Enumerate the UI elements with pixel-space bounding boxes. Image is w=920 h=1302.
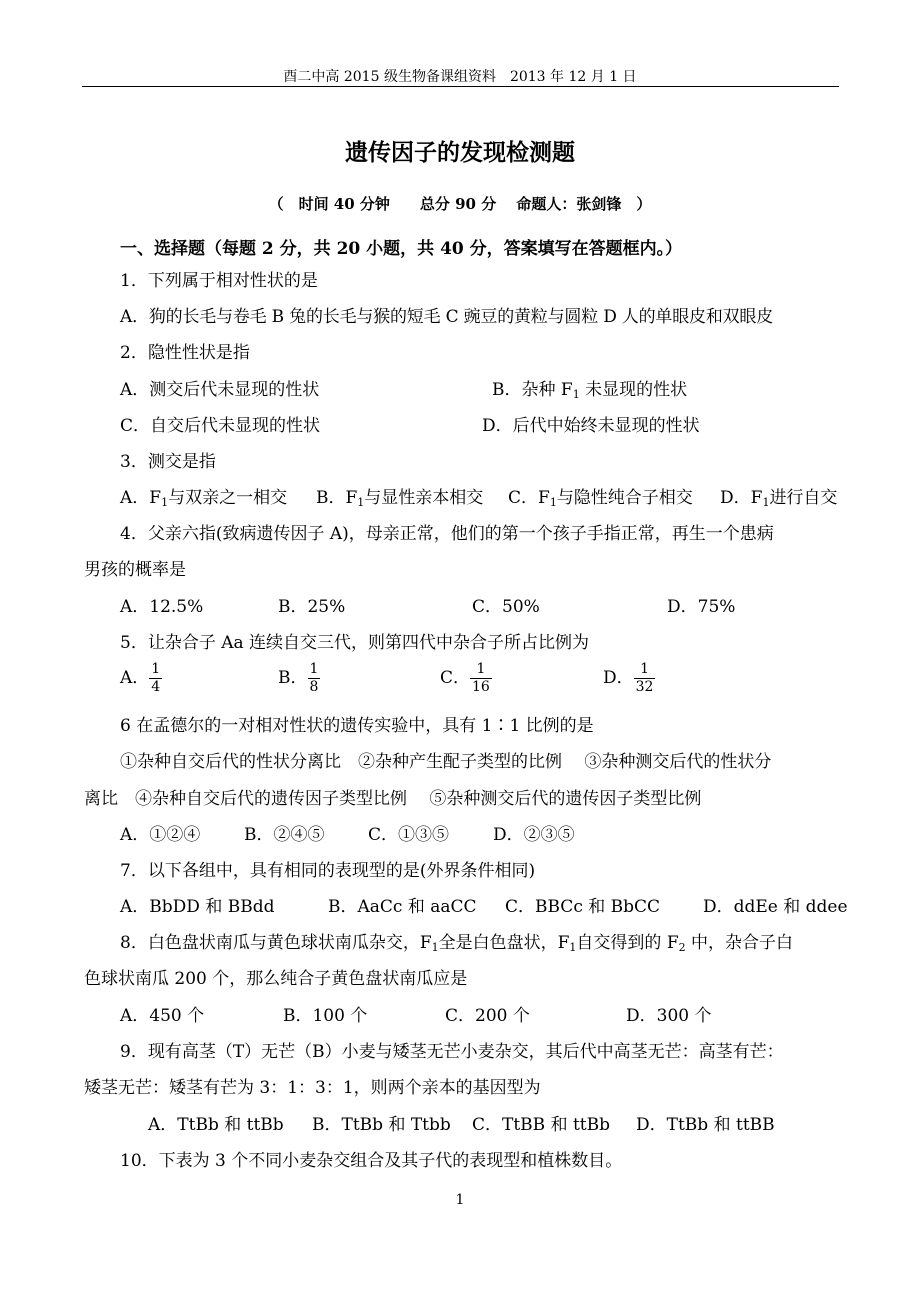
q4-stem-line1: 4．父亲六指(致病遗传因子 A)，母亲正常，他们的第一个孩子手指正常，再生一个患病 (120, 524, 774, 544)
q1-options: A．狗的长毛与卷毛 B 兔的长毛与猴的短毛 C 豌豆的黄粒与圆粒 D 人的单眼皮和双眼皮 (120, 307, 774, 327)
q7-option-a: A．BbDD 和 BBdd (120, 897, 275, 917)
q8-stem-line2: 色球状南瓜 200 个，那么纯合子黄色盘状南瓜应是 (84, 969, 468, 989)
q6-option-d: D．②③⑤ (493, 825, 575, 845)
q2-option-d: D．后代中始终未显现的性状 (482, 416, 700, 436)
q1-stem: 1．下列属于相对性状的是 (120, 271, 318, 291)
q7-option-b: B．AaCc 和 aaCC (328, 897, 477, 917)
q7-option-c: C．BBCc 和 BbCC (505, 897, 661, 917)
q9-stem-line1: 9．现有高茎（T）无芒（B）小麦与矮茎无芒小麦杂交，其后代中高茎无芒：高茎有芒： (120, 1042, 784, 1062)
q8-option-d: D．300 个 (626, 1006, 712, 1026)
exam-info: （ 时间 40 分钟 总分 90 分 命题人：张剑锋 ） (268, 195, 652, 213)
q6-items-line1: ①杂种自交后代的性状分离比 ②杂种产生配子类型的比例 ③杂种测交后代的性状分 (120, 752, 772, 772)
q9-option-a: A．TtBb 和 ttBb (148, 1115, 284, 1135)
q6-option-b: B．②④⑤ (244, 825, 325, 845)
q2-option-c: C．自交后代未显现的性状 (120, 416, 321, 436)
q2-option-a: A．测交后代未显现的性状 (120, 380, 320, 400)
q10-stem: 10．下表为 3 个不同小麦杂交组合及其子代的表现型和植株数目。 (120, 1151, 623, 1171)
fraction: $\frac{1}{4}$ (151, 661, 161, 695)
q4-option-c: C．50% (472, 597, 540, 617)
q3-stem: 3．测交是指 (120, 452, 216, 472)
q3-option-b: B．$F_1$与显性亲本相交 (316, 488, 484, 509)
q6-option-c: C．①③⑤ (368, 825, 450, 845)
q5-option-b: B． $\frac{1}{8}$ (278, 661, 319, 695)
q8-option-b: B．100 个 (283, 1006, 368, 1026)
header-rule (82, 86, 839, 87)
q9-option-b: B．TtBb 和 Ttbb (312, 1115, 451, 1135)
q3-option-d: D．$F_1$进行自交 (720, 488, 838, 509)
section-heading: 一、选择题（每题 2 分，共 20 小题，共 40 分，答案填写在答题框内。） (120, 239, 683, 259)
q4-option-b: B．25% (278, 597, 346, 617)
q4-option-a: A．12.5% (120, 597, 204, 617)
q5-option-a: A． $\frac{1}{4}$ (120, 661, 161, 695)
q8-stem-line1: 8．白色盘状南瓜与黄色球状南瓜杂交，$F_1$全是白色盘状，$F_1$自交得到的 $F_2$ 中，杂合子白 (120, 933, 794, 954)
q4-stem-line2: 男孩的概率是 (84, 560, 186, 580)
fraction: $\frac{1}{32}$ (635, 661, 654, 695)
q6-items-line2: 离比 ④杂种自交后代的遗传因子类型比例 ⑤杂种测交后代的遗传因子类型比例 (84, 789, 702, 809)
q9-stem-line2: 矮茎无芒：矮茎有芒为 3：1：3：1，则两个亲本的基因型为 (84, 1078, 541, 1098)
q8-option-a: A．450 个 (120, 1006, 205, 1026)
q5-option-d: D． $\frac{1}{32}$ (603, 661, 654, 695)
q2-stem: 2．隐性性状是指 (120, 343, 250, 363)
q6-option-a: A．①②④ (120, 825, 201, 845)
page-number: 1 (455, 1192, 465, 1208)
q4-option-d: D．75% (667, 597, 736, 617)
q9-option-d: D．TtBb 和 ttBB (636, 1115, 775, 1135)
q3-option-c: C．$F_1$与隐性纯合子相交 (508, 488, 693, 509)
q3-option-a: A．$F_1$与双亲之一相交 (120, 488, 288, 509)
q9-option-c: C．TtBB 和 ttBb (472, 1115, 611, 1135)
q5-stem: 5．让杂合子 Aa 连续自交三代，则第四代中杂合子所占比例为 (120, 633, 590, 653)
q8-option-c: C．200 个 (445, 1006, 530, 1026)
q2-option-b: B．杂种 $F_1$ 未显现的性状 (492, 380, 688, 401)
q7-stem: 7．以下各组中，具有相同的表现型的是(外界条件相同) (120, 861, 536, 881)
page-title: 遗传因子的发现检测题 (345, 139, 575, 166)
page-header: 酉二中高 2015 级生物备课组资料 2013 年 12 月 1 日 (283, 69, 637, 85)
q7-option-d: D．ddEe 和 ddee (703, 897, 848, 917)
fraction: $\frac{1}{16}$ (472, 661, 490, 695)
q5-option-c: C． $\frac{1}{16}$ (440, 661, 490, 695)
fraction: $\frac{1}{8}$ (309, 661, 319, 695)
q6-stem: 6 在孟德尔的一对相对性状的遗传实验中，具有 1∶1 比例的是 (120, 716, 594, 736)
